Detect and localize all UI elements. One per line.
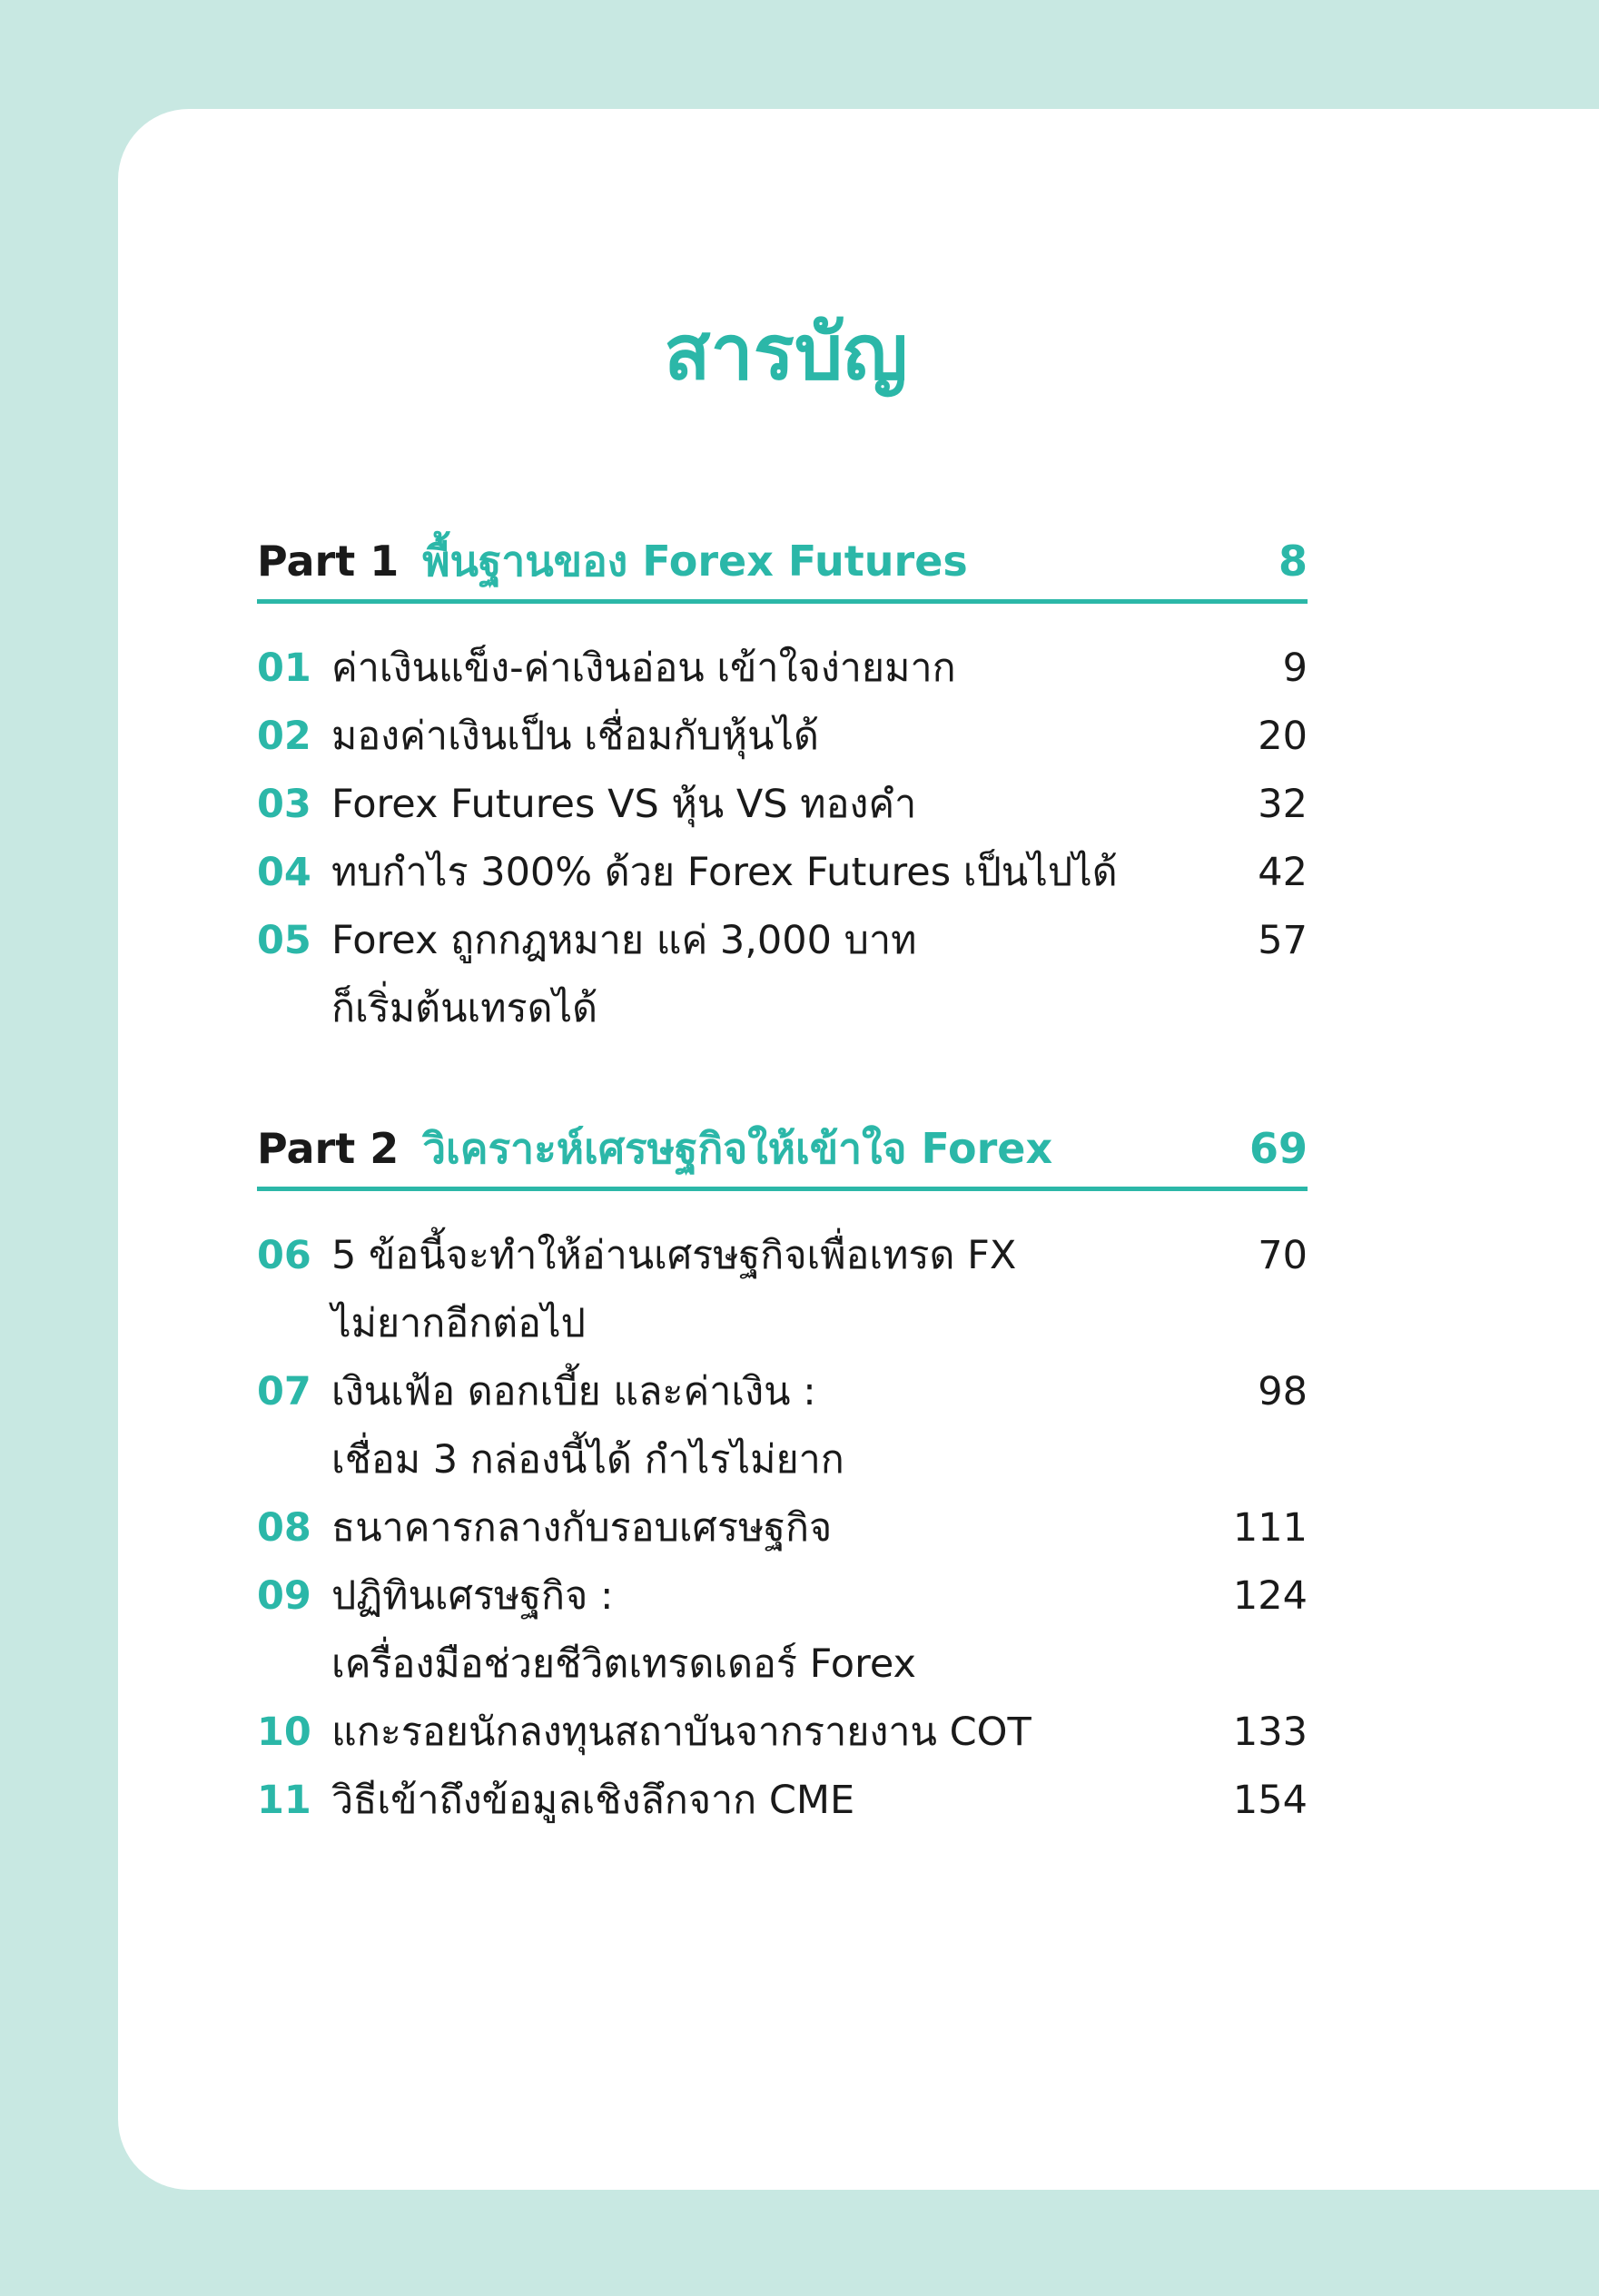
chapter-page-number: 57 <box>1258 918 1308 963</box>
chapter-number: 08 <box>257 1505 311 1551</box>
toc-entry[interactable] <box>257 1562 1308 1699</box>
chapter-title <box>331 1358 1199 1494</box>
toc-entry[interactable] <box>257 839 1308 907</box>
chapter-title-line: Forex Futures VS หุ้น VS ทองคำ <box>331 782 917 827</box>
chapter-title-line: ค่าเงินแข็ง-ค่าเงินอ่อน เข้าใจง่ายมาก <box>331 645 956 691</box>
chapter-title-line: ทบกำไร 300% ด้วย Forex Futures เป็นไปได้ <box>331 850 1118 895</box>
chapter-page-number: 111 <box>1232 1505 1308 1551</box>
chapter-title <box>331 771 1199 839</box>
chapter-title <box>331 839 1199 907</box>
part-title: วิเคราะห์เศรษฐกิจให้เข้าใจ Forex <box>422 1124 1053 1173</box>
chapter-page-number: 32 <box>1258 782 1308 827</box>
chapter-title-line: แกะรอยนักลงทุนสถาบันจากรายงาน COT <box>331 1710 1031 1755</box>
chapter-number: 11 <box>257 1778 311 1823</box>
chapter-title-line: ก็เริ่มต้นเทรดได้ <box>331 986 598 1031</box>
chapter-page-number: 98 <box>1258 1369 1308 1414</box>
chapter-title-line: Forex ถูกกฎหมาย แค่ 3,000 บาท <box>331 918 917 963</box>
chapter-page-number: 124 <box>1232 1573 1308 1619</box>
chapter-page-number: 70 <box>1258 1233 1308 1278</box>
toc-entry[interactable] <box>257 635 1308 703</box>
toc-entry[interactable] <box>257 1767 1308 1835</box>
chapter-title-line: เงินเฟ้อ ดอกเบี้ย และค่าเงิน : <box>331 1369 816 1414</box>
part-page-number: 8 <box>1278 537 1308 586</box>
chapter-title <box>331 1562 1199 1699</box>
toc-entries <box>257 1222 1308 1835</box>
chapter-number: 03 <box>257 782 311 827</box>
chapter-page-number: 20 <box>1258 714 1308 759</box>
chapter-title-line: เครื่องมือช่วยชีวิตเทรดเดอร์ Forex <box>331 1641 916 1687</box>
part-header <box>257 1118 1308 1191</box>
part-page-number: 69 <box>1249 1124 1308 1173</box>
chapter-title <box>331 635 1199 703</box>
toc-page <box>118 109 1599 2190</box>
chapter-page-number: 9 <box>1282 645 1308 691</box>
chapter-number: 09 <box>257 1573 311 1619</box>
chapter-number: 02 <box>257 714 311 759</box>
chapter-number: 04 <box>257 850 311 895</box>
chapter-title-line: มองค่าเงินเป็น เชื่อมกับหุ้นได้ <box>331 714 819 759</box>
chapter-number: 01 <box>257 645 311 691</box>
part-title: พื้นฐานของ Forex Futures <box>422 537 968 586</box>
chapter-number: 05 <box>257 918 311 963</box>
chapter-number: 07 <box>257 1369 311 1414</box>
toc-entry[interactable] <box>257 1494 1308 1562</box>
toc-entry[interactable] <box>257 907 1308 1043</box>
chapter-title-line: วิธีเข้าถึงข้อมูลเชิงลึกจาก CME <box>331 1778 855 1823</box>
toc-entry[interactable] <box>257 1222 1308 1358</box>
part-label: Part 2 <box>257 1124 400 1173</box>
chapter-title <box>331 1699 1199 1767</box>
chapter-title-line: เชื่อม 3 กล่องนี้ได้ กำไรไม่ยาก <box>331 1437 844 1483</box>
chapter-page-number: 154 <box>1232 1778 1308 1823</box>
chapter-title-line: ธนาคารกลางกับรอบเศรษฐกิจ <box>331 1505 833 1551</box>
page-title: สารบัญ <box>664 308 908 397</box>
chapter-title <box>331 907 1199 1043</box>
chapter-title-line: 5 ข้อนี้จะทำให้อ่านเศรษฐกิจเพื่อเทรด FX <box>331 1233 1017 1278</box>
toc-entry[interactable] <box>257 1699 1308 1767</box>
part-label: Part 1 <box>257 537 400 586</box>
chapter-title <box>331 1494 1199 1562</box>
toc-entry[interactable] <box>257 1358 1308 1494</box>
chapter-page-number: 42 <box>1258 850 1308 895</box>
chapter-number: 06 <box>257 1233 311 1278</box>
toc-entry[interactable] <box>257 703 1308 771</box>
chapter-title <box>331 1222 1199 1358</box>
part-2-section <box>257 1118 1308 1835</box>
part-header <box>257 531 1308 604</box>
part-1-section <box>257 531 1308 1043</box>
chapter-title <box>331 703 1199 771</box>
toc-entry[interactable] <box>257 771 1308 839</box>
toc-entries <box>257 635 1308 1043</box>
chapter-number: 10 <box>257 1710 311 1755</box>
chapter-title-line: ไม่ยากอีกต่อไป <box>331 1301 586 1346</box>
chapter-title-line: ปฏิทินเศรษฐกิจ : <box>331 1573 614 1619</box>
chapter-title <box>331 1767 1199 1835</box>
chapter-page-number: 133 <box>1232 1710 1308 1755</box>
